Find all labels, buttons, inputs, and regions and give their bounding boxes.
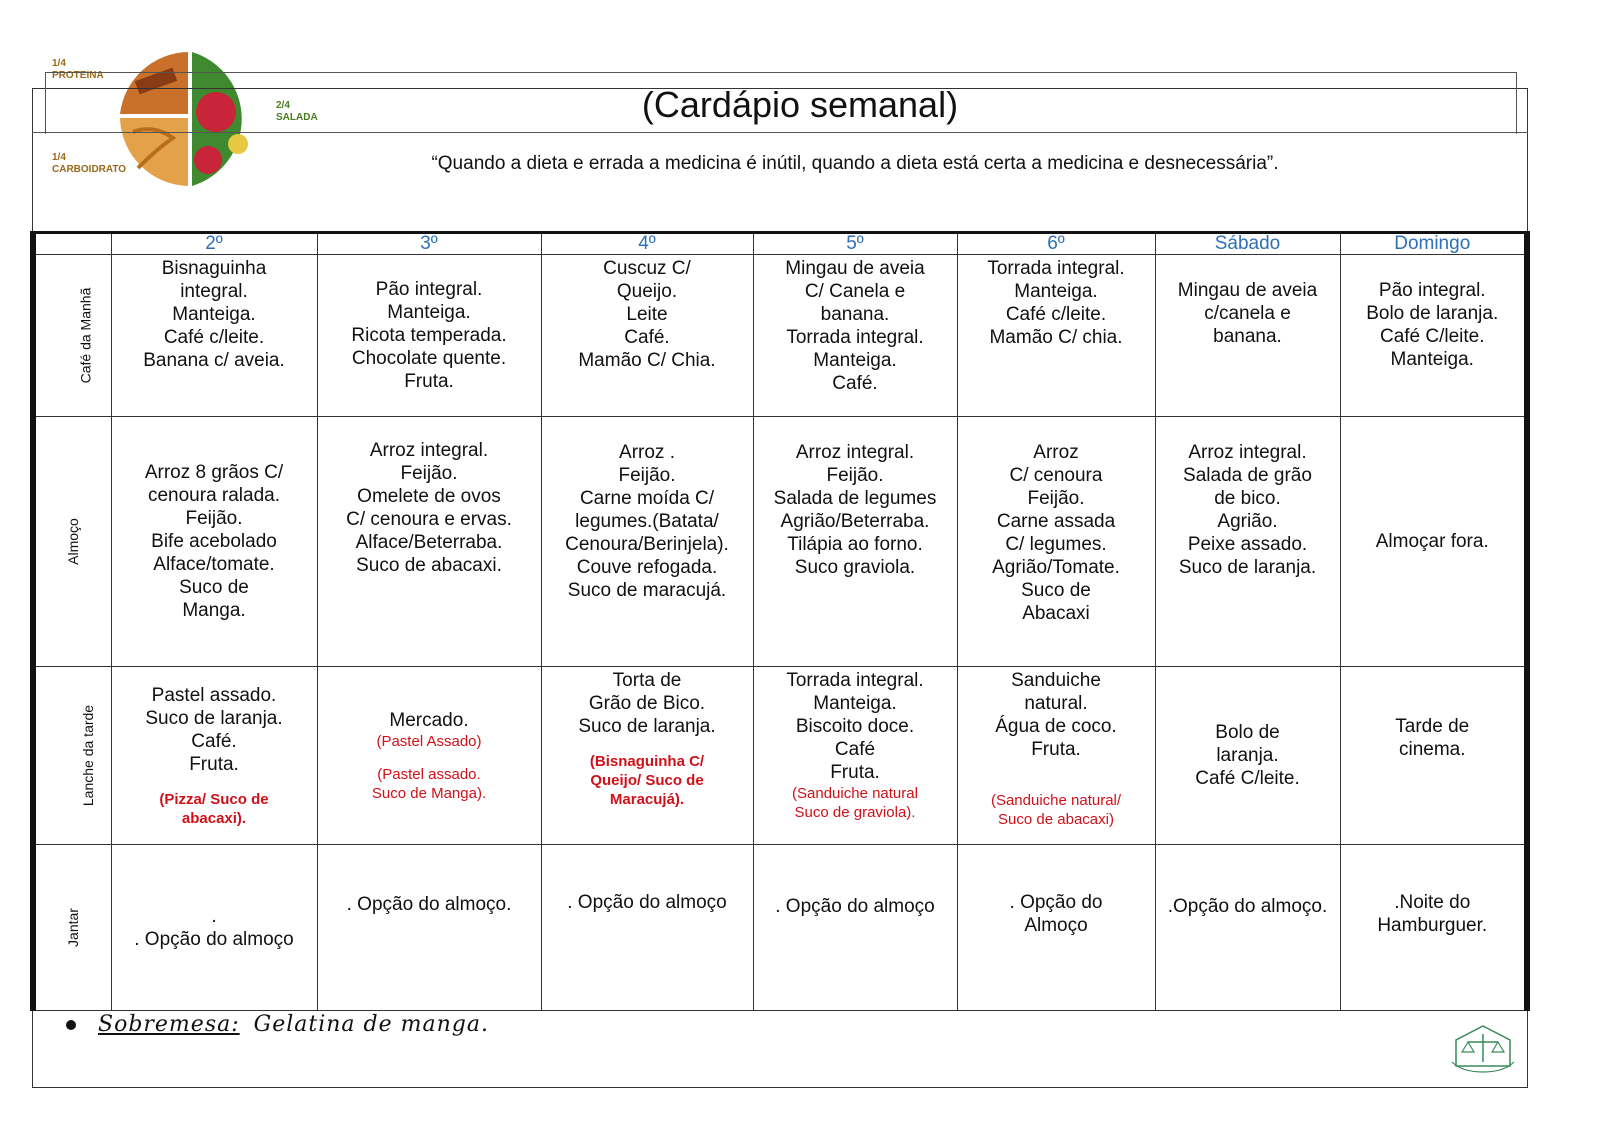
menu-cell bbox=[957, 667, 1155, 845]
salad-fraction: 2/4 bbox=[276, 100, 290, 111]
quote-text: “Quando a dieta e errada a medicina é inútil, quando a dieta está certa a medicina e desnecessária”. bbox=[431, 153, 1279, 174]
snack-main: Bolo de laranja. Café C/leite. bbox=[1195, 722, 1300, 789]
menu-cell: Mingau de aveia C/ Canela e banana. Torrada integral. Manteiga. Café. bbox=[753, 255, 957, 417]
menu-cell bbox=[317, 667, 541, 845]
day-header: 3º bbox=[317, 233, 541, 255]
menu-cell bbox=[753, 667, 957, 845]
menu-cell: Arroz integral. Feijão. Salada de legumes Agrião/Beterraba. Tilápia ao forno. Suco graviola. bbox=[753, 417, 957, 667]
protein-fraction: 1/4 bbox=[52, 58, 66, 69]
salad-label: SALADA bbox=[276, 112, 318, 123]
menu-cell: .Opção do almoço. bbox=[1155, 845, 1340, 1011]
menu-cell bbox=[1155, 667, 1340, 845]
snack-main: Torrada integral. Manteiga. Biscoito doce. Café Fruta. bbox=[786, 670, 924, 783]
snack-alternative: (Pizza/ Suco de abacaxi). bbox=[159, 790, 269, 827]
snack-main: Torta de Grão de Bico. Suco de laranja. bbox=[578, 670, 716, 737]
dessert-value: Gelatina de manga. bbox=[253, 1012, 489, 1037]
menu-cell: . Opção do almoço bbox=[541, 845, 753, 1011]
snack-main: Mercado. bbox=[389, 709, 469, 731]
menu-cell: . Opção do almoço. bbox=[317, 845, 541, 1011]
day-header: Domingo bbox=[1340, 233, 1527, 255]
menu-cell: Arroz integral. Salada de grão de bico. Agrião. Peixe assado. Suco de laranja. bbox=[1155, 417, 1340, 667]
snack-alternative: (Sanduiche natural Suco de graviola). bbox=[792, 785, 918, 821]
snack-alternative: (Bisnaguinha C/ Queijo/ Suco de Maracujá). bbox=[589, 753, 705, 808]
menu-cell: Arroz . Feijão. Carne moída C/ legumes.(Batata/ Cenoura/Berinjela). Couve refogada. Suco de maracujá. bbox=[541, 417, 753, 667]
dessert-line bbox=[66, 1012, 489, 1037]
row-label-dinner: Jantar bbox=[33, 845, 111, 1011]
row-label-breakfast: Café da Manhã bbox=[33, 255, 111, 417]
day-header: Sábado bbox=[1155, 233, 1340, 255]
day-header: 2º bbox=[111, 233, 317, 255]
snack-alternative-2: (Pastel assado. Suco de Manga). bbox=[371, 765, 487, 802]
corner-cell bbox=[33, 233, 111, 255]
breakfast-row bbox=[33, 255, 1527, 417]
menu-cell: Arroz 8 grãos C/ cenoura ralada. Feijão. Bife acebolado Alface/tomate. Suco de Manga. bbox=[111, 417, 317, 667]
menu-cell: Pão integral. Manteiga. Ricota temperada. Chocolate quente. Fruta. bbox=[317, 255, 541, 417]
scales-seal-icon bbox=[1448, 1022, 1518, 1074]
bullet-icon bbox=[66, 1020, 76, 1030]
day-header: 5º bbox=[753, 233, 957, 255]
row-label-lunch: Almoço bbox=[33, 417, 111, 667]
dinner-row bbox=[33, 845, 1527, 1011]
snack-main: Tarde de cinema. bbox=[1395, 716, 1470, 760]
menu-cell: Mingau de aveia c/canela e banana. bbox=[1155, 255, 1340, 417]
day-header: 4º bbox=[541, 233, 753, 255]
carb-fraction: 1/4 bbox=[52, 152, 66, 163]
carb-label: CARBOIDRATO bbox=[52, 164, 127, 175]
weekly-menu-table bbox=[30, 231, 1530, 1011]
menu-cell bbox=[1340, 667, 1527, 845]
snack-main: Pastel assado. Suco de laranja. Café. Fruta. bbox=[145, 684, 283, 775]
snack-main: Sanduiche natural. Água de coco. Fruta. bbox=[995, 670, 1117, 760]
menu-cell: Cuscuz C/ Queijo. Leite Café. Mamão C/ Chia. bbox=[541, 255, 753, 417]
protein-label: PROTEINA bbox=[52, 70, 104, 81]
menu-cell: . Opção do Almoço bbox=[957, 845, 1155, 1011]
menu-cell bbox=[541, 667, 753, 845]
snack-alternative: (Sanduiche natural/ Suco de abacaxi) bbox=[990, 792, 1122, 828]
menu-cell: Almoçar fora. bbox=[1340, 417, 1527, 667]
menu-cell: Bisnaguinha integral. Manteiga. Café c/leite. Banana c/ aveia. bbox=[111, 255, 317, 417]
snack-alternative: (Pastel Assado) bbox=[376, 732, 482, 750]
row-label-snack: Lanche da tarde bbox=[33, 667, 111, 845]
menu-cell: Pão integral. Bolo de laranja. Café C/leite. Manteiga. bbox=[1340, 255, 1527, 417]
lunch-row bbox=[33, 417, 1527, 667]
title-divider bbox=[32, 132, 1528, 133]
dessert-label: Sobremesa: bbox=[98, 1012, 240, 1037]
day-header: 6º bbox=[957, 233, 1155, 255]
page-title: (Cardápio semanal) bbox=[641, 84, 959, 125]
menu-cell: Arroz C/ cenoura Feijão. Carne assada C/ legumes. Agrião/Tomate. Suco de Abacaxi bbox=[957, 417, 1155, 667]
menu-cell: . . Opção do almoço bbox=[111, 845, 317, 1011]
menu-cell: Torrada integral. Manteiga. Café c/leite. Mamão C/ chia. bbox=[957, 255, 1155, 417]
menu-cell: . Opção do almoço bbox=[753, 845, 957, 1011]
menu-cell: .Noite do Hamburguer. bbox=[1340, 845, 1527, 1011]
header-row bbox=[33, 233, 1527, 255]
menu-cell bbox=[111, 667, 317, 845]
menu-cell: Arroz integral. Feijão. Omelete de ovos C/ cenoura e ervas. Alface/Beterraba. Suco de abacaxi. bbox=[317, 417, 541, 667]
snack-row bbox=[33, 667, 1527, 845]
